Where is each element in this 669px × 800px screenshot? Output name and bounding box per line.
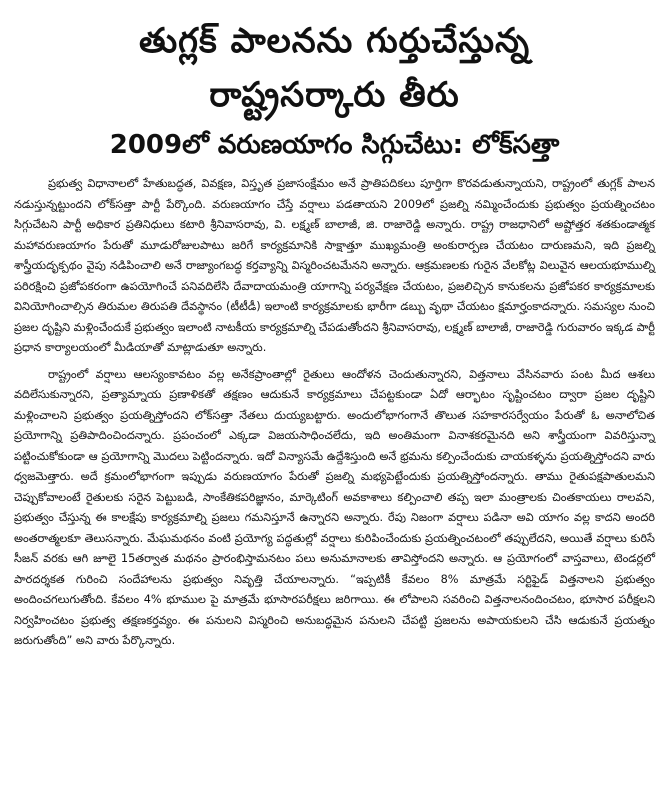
subheadline: 2009లో వరుణయాగం సిగ్గుచేటు: లోక్‌సత్తా [109, 130, 560, 160]
article-paragraph-1: ప్రభుత్వ విధానాలలో హేతుబద్ధత, వివక్షణ, విస్తృత ప్రజాసంక్షేమం అనే ప్రాతిపదికలు పూర్తిగా కొరవడుతున్నాయని, రాష్ట్రంలో తుగ్లక్ పాలన నడుస్తున్నట్టుందని లోక్‌సత్తా పార్టీ పేర్కొంది. వరుణయాగం చేస్తే వర్షాలు పడతాయని 2009లో ప్రజల్ని నమ్మించేందుకు ప్రభుత్వం ప్రయత్నించటం సిగ్గుచేటని పార్టీ అధికార ప్రతినిధులు కటారి శ్రీనివాసరావు, వి. లక్ష్మణ్ బాలాజీ, జి. రాజారెడ్డి అన్నారు. రాష్ట్ర రాజధానిలో అష్టోత్తర శతకుండాత్మక మహావరుణయాగం పేరుతో మూడురోజులపాటు జరిగే కార్యక్రమానికి సాక్షాత్తూ ముఖ్యమంత్రి అంకురార్పణ చేయటం దారుణమని, ఇది ప్రజల్ని శాస్త్రీయదృక్పథం వైపు నడిపించాలి అనే రాజ్యాంగబద్ధ కర్తవ్యాన్ని విస్మరించటమేనని అన్నారు. ఆక్రమణలకు గురైన వేలకోట్ల విలువైన ఆలయభూముల్ని పరిరక్షించి ప్రజోపకరంగా ఉపయోగించే పనివదిలేసి దేవాదాయమంత్రి యాగాన్ని పర్యవేక్షణ చేయటం, ప్రజలిచ్చిన కానుకలను ప్రజోపకర కార్యక్రమాలకు వినియోగించాల్సిన తిరుమల తిరుపతి దేవస్థానం (టీటీడీ) ఇలాంటి కార్యక్రమాలకు భారీగా డబ్బు వృథా చేయటం క్షమార్హంకాదన్నారు. సమస్యల నుంచి ప్రజల దృష్టిని మళ్లించేందుకే ప్రభుత్వం ఇలాంటి నాటకీయ కార్యక్రమాల్ని చేపడుతోందని శ్రీనివాసరావు, లక్ష్మణ్ బాలాజీ, రాజారెడ్డి గురువారం ఇక్కడ పార్టీ ప్రధాన కార్యాలయంలో మీడియాతో మాట్లాడుతూ అన్నారు. [14, 177, 655, 354]
article-body [14, 174, 655, 652]
article-paragraph-2: రాష్ట్రంలో వర్షాలు ఆలస్యంకావటం వల్ల అనేకప్రాంతాల్లో రైతులు ఆందోళన చెందుతున్నారని, విత్తనాలు వేసినవారు పంట మీద ఆశలు వదిలేసుకున్నారని, ప్రత్యామ్నాయ ప్రణాళికతో తక్షణం ఆదుకునే కార్యక్రమాలు చేపట్టకుండా ఏదో ఆర్భాటం సృష్టించటం ద్వారా ప్రజల దృష్టిని మళ్లించాలని ప్రభుత్వం ప్రయత్నిస్తోందని లోక్‌సత్తా నేతలు దుయ్యబట్టారు. అందులోభాగంగానే తొలుత సహకారసర్వేయం పేరుతో ఓ అనాలోచిత ప్రయోగాన్ని ప్రతిపాదించిందన్నారు. ప్రపంచంలో ఎక్కడా విజయసాధించలేదు, ఇది అంతిమంగా వినాశకరమైనది అని శాస్త్రీయంగా వివరిస్తున్నా పట్టించుకోకుండా ఆ ప్రయోగాన్ని మొదలు పెట్టిందన్నారు. ఇదో విన్యాసమే ఉద్దేశిస్తుంది అనే భ్రమను కల్పించేందుకు చాయకళ్ళను ప్రయత్నిస్తోందని వారు ధ్వజమెత్తారు. అదే క్రమంలోభాగంగా ఇప్పుడు వరుణయాగం పేరుతో ప్రజల్ని మభ్యపెట్టేందుకు ప్రయత్నిస్తోందన్నారు. తాము రైతుపక్షపాతులమని చెప్పుకోవాలంటే రైతులకు సరైన పెట్టుబడి, సాంకేతికపరిజ్ఞానం, మార్కెటింగ్ అవకాశాలు కల్పించాలి తప్ప ఇలా మంత్రాలకు చింతకాయలు రాలవని, ప్రభుత్వం చేస్తున్న ఈ కాలక్షేపు కార్యక్రమాల్ని ప్రజలు గమనిస్తూనే ఉన్నారని అన్నారు. రేపు నిజంగా వర్షాలు పడినా అవి యాగం వల్ల కాదని అందరి అంతరాత్మలకూ తెలుసన్నారు. మేఘమథనం వంటి ప్రయోగ్య పద్ధతుల్లో వర్షాలు కురిపించేందుకు ప్రయత్నించటంలో తప్పులేదని, అయితే వర్షాలు కురిసే సీజన్ వరకు ఆగి జూలై 15తర్వాత మథనం ప్రారంభిస్తామనటం పలు అనుమానాలకు తావిస్తోందని అన్నారు. ఆ ప్రయోగంలో వాస్తవాలు, టెండర్లలో పారదర్శకత గురించి సందేహాలను ప్రభుత్వం నివృత్తి చేయాలన్నారు. “ఇప్పటికీ కేవలం 8% మాత్రమే సర్టిఫైడ్ విత్తనాలని ప్రభుత్వం అందించగలుగుతోంది. కేవలం 4% భూముల పై మాత్రమే భూసారపరీక్షలు జరిగాయి. ఈ లోపాలని సవరించి విత్తనాలనందించటం, భూసార పరీక్షలని నిర్వహించటం ప్రభుత్వ తక్షణకర్తవ్యం. ఈ పనులని విస్మరించి అనుబద్ధమైన పనులని చేపట్టి ప్రజలను అపాయకులని చేసి ఆడుకునే ప్రయత్నం జరుగుతోంది” అని వారు పేర్కొన్నారు. [14, 367, 655, 647]
headline-line-2: రాష్ట్రసర్కారు తీరు [209, 75, 460, 115]
headline-line-1: తుగ్లక్ పాలనను గుర్తుచేస్తున్న [138, 21, 531, 61]
